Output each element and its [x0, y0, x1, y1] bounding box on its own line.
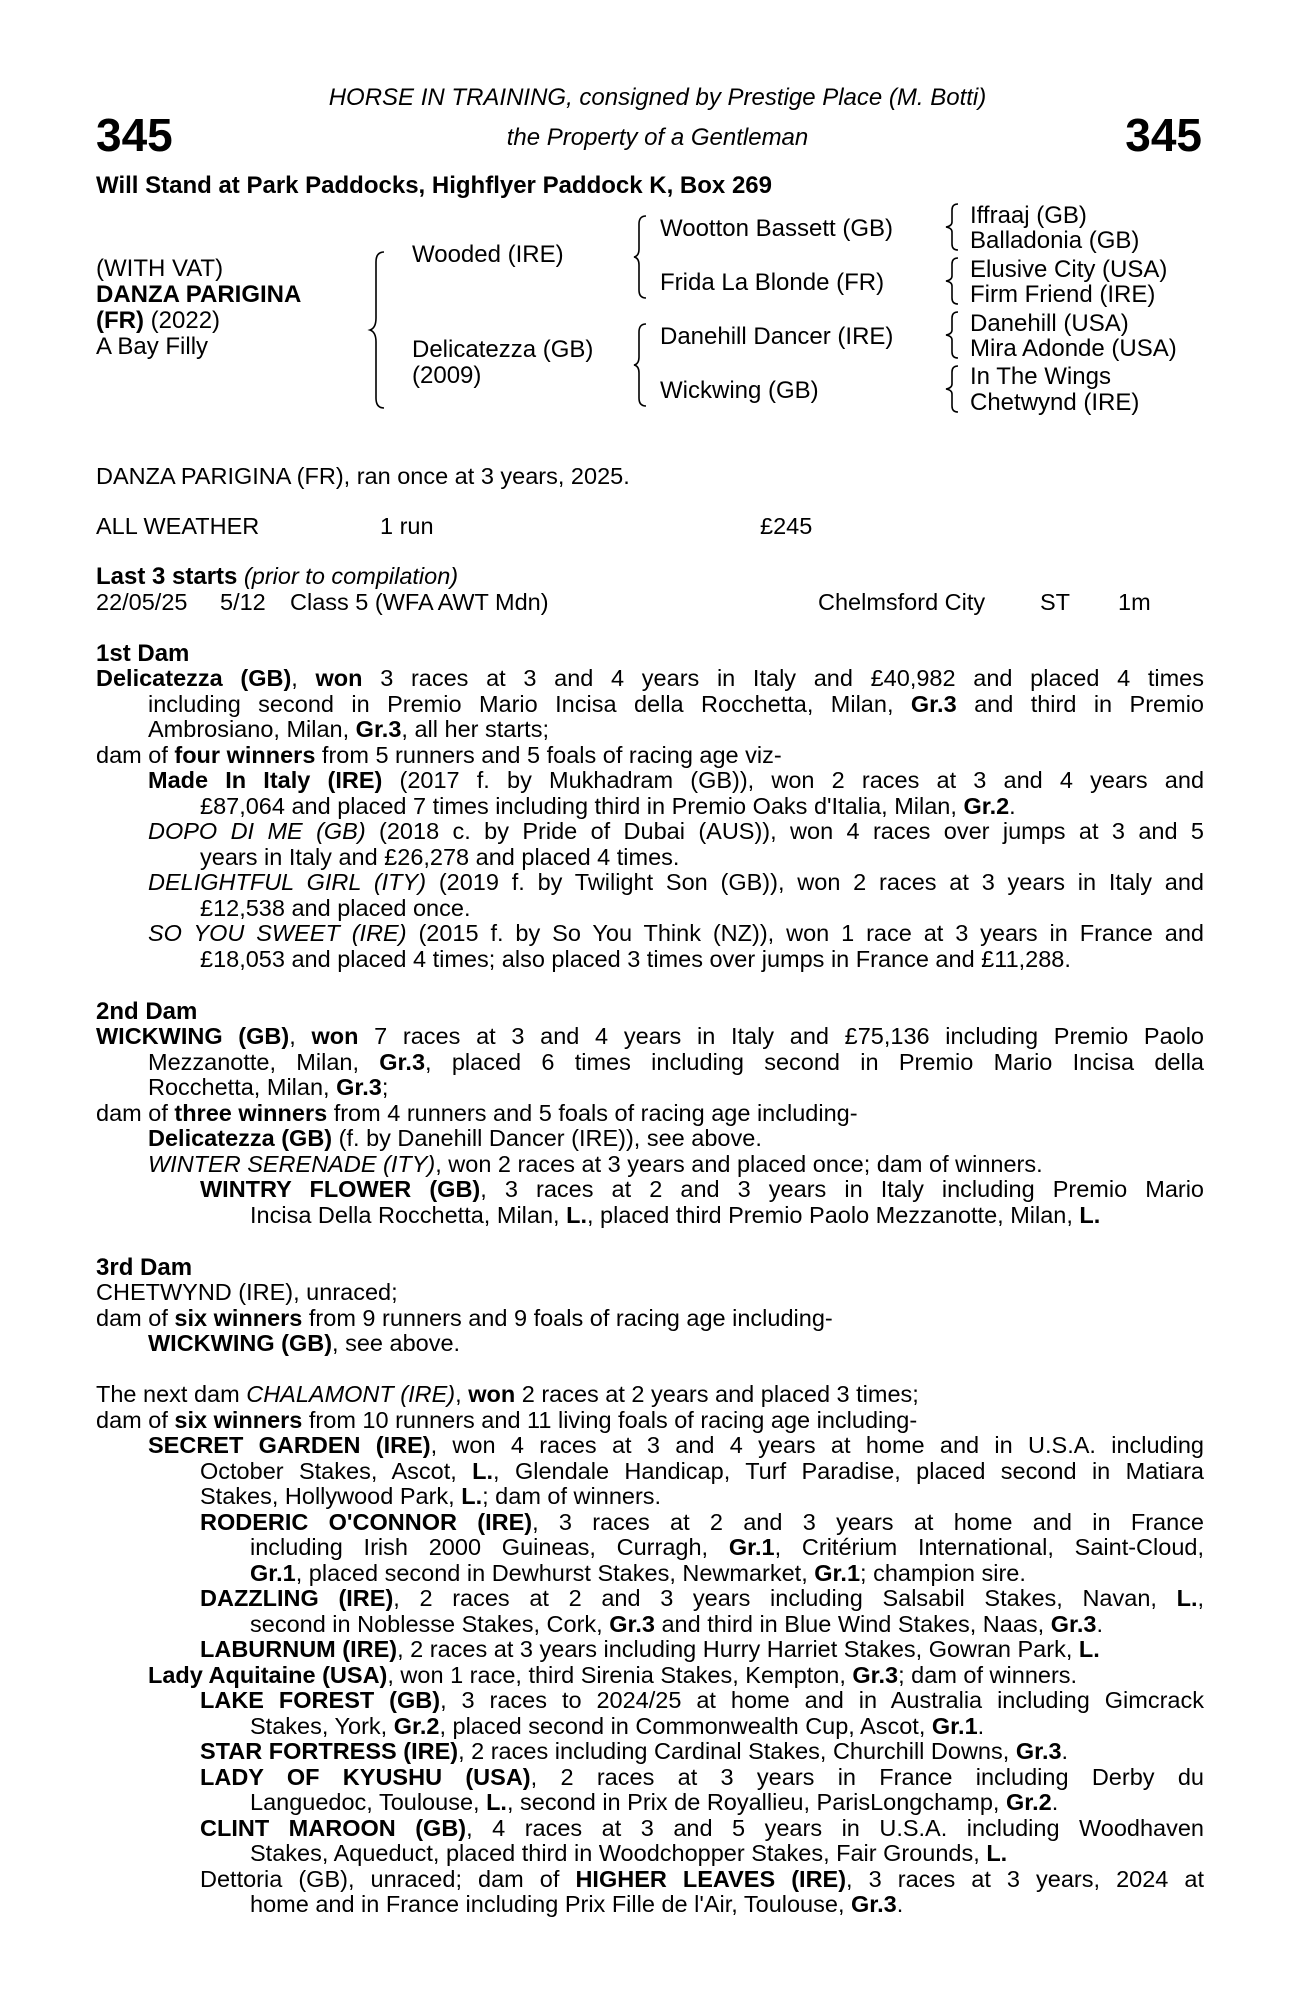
list-item-cont: £87,064 and placed 7 times including third in Premio Oaks d'Italia, Milan, Gr.2. [200, 792, 1016, 819]
gg-4: Firm Friend (IRE) [970, 281, 1156, 308]
next-dam-text [96, 1382, 1204, 1918]
list-item: CLINT MAROON (GB), 4 races at 3 and 5 years in U.S.A. including Woodhaven [200, 1814, 1205, 1841]
list-item: SECRET GARDEN (IRE), won 4 races at 3 and 4 years at home and in U.S.A. including [148, 1432, 1204, 1458]
last-starts-note: (prior to compilation) [237, 563, 459, 589]
property-line: the Property of a Gentleman [506, 124, 809, 151]
third-dam-line-2: dam of six winners from 9 runners and 9 foals of racing age including- [96, 1304, 833, 1331]
list-item: DOPO DI ME (GB) (2018 c. by Pride of Dubai (AUS)), won 4 races over jumps at 3 and 5 [148, 818, 1204, 844]
list-item: WICKWING (GB), see above. [148, 1330, 461, 1356]
second-dam-line-3: Rocchetta, Milan, Gr.3; [148, 1074, 389, 1100]
start-race: Class 5 (WFA AWT Mdn) [290, 589, 549, 615]
second-dam-line-1: WICKWING (GB), won 7 races at 3 and 4 years in Italy and £75,136 including Premio Paolo [96, 1023, 1205, 1049]
gg-3: Elusive City (USA) [970, 256, 1168, 283]
brace-sire-dam [370, 250, 390, 410]
first-dam-text [96, 666, 1204, 972]
brace-sire-parents [634, 214, 650, 300]
list-item-cont: including Irish 2000 Guineas, Curragh, Gr.1, Critérium International, Saint-Cloud, [250, 1534, 1204, 1560]
list-item: STAR FORTRESS (IRE), 2 races including Cardinal Stakes, Churchill Downs, Gr.3. [200, 1738, 1069, 1764]
gg-7: In The Wings [970, 363, 1111, 390]
lot-number-left: 345 [96, 109, 173, 161]
dam-sire: Danehill Dancer (IRE) [660, 323, 894, 350]
dam: Delicatezza (GB) [412, 336, 594, 363]
second-dam-line-2: Mezzanotte, Milan, Gr.3, placed 6 times including second in Premio Mario Incisa della [148, 1048, 1204, 1075]
list-item: LADY OF KYUSHU (USA), 2 races at 3 years in France including Derby du [200, 1763, 1204, 1790]
race-summary: DANZA PARIGINA (FR), ran once at 3 years, 2025. [96, 463, 630, 489]
second-dam-heading: 2nd Dam [96, 998, 198, 1025]
first-dam-line-2: including second in Premio Mario Incisa della Rocchetta, Milan, Gr.3 and third in Premio [148, 690, 1204, 717]
third-dam-text [96, 1280, 1204, 1357]
list-item: DELIGHTFUL GIRL (ITY) (2019 f. by Twilight Son (GB)), won 2 races at 3 years in Italy and [148, 869, 1204, 895]
record-surface: ALL WEATHER [96, 513, 260, 539]
start-going: ST [1040, 589, 1071, 615]
record-runs: 1 run [380, 513, 434, 539]
list-item-cont: Languedoc, Toulouse, L., second in Prix de Royallieu, ParisLongchamp, Gr.2. [250, 1789, 1059, 1815]
dam-dam: Wickwing (GB) [660, 377, 819, 404]
list-item-cont: £18,053 and placed 4 times; also placed 3 times over jumps in France and £11,288. [200, 945, 1071, 972]
list-item: Lady Aquitaine (USA), won 1 race, third Sirenia Stakes, Kempton, Gr.3; dam of winners. [148, 1661, 1078, 1688]
horse-name: DANZA PARIGINA [96, 281, 302, 308]
gg-5: Danehill (USA) [970, 310, 1129, 337]
list-item-cont: second in Noblesse Stakes, Cork, Gr.3 and third in Blue Wind Stakes, Naas, Gr.3. [250, 1610, 1103, 1637]
start-distance: 1m [1118, 589, 1151, 615]
first-dam-heading: 1st Dam [96, 640, 190, 667]
gg-8: Chetwynd (IRE) [970, 389, 1140, 416]
gg-1: Iffraaj (GB) [970, 202, 1087, 229]
list-item-cont: years in Italy and £26,278 and placed 4 times. [200, 843, 680, 870]
list-item-cont: Stakes, York, Gr.2, placed second in Commonwealth Cup, Ascot, Gr.1. [250, 1712, 985, 1739]
list-item-cont: home and in France including Prix Fille de l'Air, Toulouse, Gr.3. [250, 1891, 904, 1917]
horse-name-suffix [96, 308, 220, 334]
third-dam-heading: 3rd Dam [96, 1254, 193, 1281]
first-dam-line-4: dam of four winners from 5 runners and 5 foals of racing age viz- [96, 741, 782, 768]
sire: Wooded (IRE) [412, 241, 564, 268]
list-item: Dettoria (GB), unraced; dam of HIGHER LEAVES (IRE), 3 races at 3 years, 2024 at [200, 1865, 1204, 1892]
list-item-cont: Stakes, Hollywood Park, L.; dam of winners. [200, 1483, 662, 1509]
second-dam-text [96, 1024, 1204, 1228]
list-item-cont: Stakes, Aqueduct, placed third in Woodchopper Stakes, Fair Grounds, L. [250, 1840, 1008, 1866]
next-dam-line-2: dam of six winners from 10 runners and 11 living foals of racing age including- [96, 1406, 918, 1433]
start-course: Chelmsford City [818, 589, 986, 615]
horse-year: (2022) [143, 307, 221, 334]
lot-number-right: 345 [1125, 109, 1202, 161]
vat-note: (WITH VAT) [96, 255, 224, 282]
third-dam-line-1: CHETWYND (IRE), unraced; [96, 1279, 398, 1305]
next-dam-line-1: The next dam CHALAMONT (IRE), won 2 races at 2 years and placed 3 times; [96, 1381, 919, 1407]
record-earnings: £245 [760, 513, 813, 539]
gg-6: Mira Adonde (USA) [970, 335, 1177, 362]
list-item: DAZZLING (IRE), 2 races at 2 and 3 years including Salsabil Stakes, Navan, L., [200, 1585, 1205, 1611]
first-dam-line-1: Delicatezza (GB), won 3 races at 3 and 4 years in Italy and £40,982 and placed 4 times [96, 665, 1204, 691]
horse-sex: A Bay Filly [96, 333, 209, 360]
last-starts-heading [96, 564, 458, 590]
list-item-cont: Incisa Della Rocchetta, Milan, L., placed third Premio Paolo Mezzanotte, Milan, L. [250, 1201, 1101, 1228]
dam-name: Delicatezza (GB) [96, 665, 292, 691]
dam-year: (2009) [412, 362, 482, 389]
first-dam-line-3: Ambrosiano, Milan, Gr.3, all her starts; [148, 716, 549, 742]
horse-country: (FR) [96, 307, 144, 334]
list-item: Made In Italy (IRE) (2017 f. by Mukhadram (GB)), won 2 races at 3 and 4 years and [148, 767, 1205, 793]
brace-g3 [946, 310, 962, 360]
brace-g4 [946, 364, 962, 414]
sire-sire: Wootton Bassett (GB) [660, 215, 893, 242]
brace-dam-parents [634, 322, 650, 408]
brace-g1 [946, 202, 962, 252]
start-position: 5/12 [220, 589, 266, 615]
gg-2: Balladonia (GB) [970, 227, 1140, 254]
list-item-cont: £12,538 and placed once. [200, 894, 471, 921]
start-date: 22/05/25 [96, 589, 188, 615]
brace-g2 [946, 256, 962, 306]
list-item: LAKE FOREST (GB), 3 races to 2024/25 at home and in Australia including Gimcrack [200, 1687, 1204, 1713]
list-item: WINTER SERENADE (ITY), won 2 races at 3 years and placed once; dam of winners. [148, 1150, 1043, 1177]
list-item: WINTRY FLOWER (GB), 3 races at 2 and 3 years in Italy including Premio Mario [200, 1176, 1204, 1202]
stand-location: Will Stand at Park Paddocks, Highflyer Paddock K, Box 269 [96, 172, 772, 199]
last-starts-title: Last 3 starts [96, 563, 238, 590]
list-item: SO YOU SWEET (IRE) (2015 f. by So You Think (NZ)), won 1 race at 3 years in France and [148, 920, 1204, 946]
list-item: RODERIC O'CONNOR (IRE), 3 races at 2 and 3 years at home and in France [200, 1508, 1204, 1535]
second-dam-line-4: dam of three winners from 4 runners and 5 foals of racing age including- [96, 1099, 858, 1126]
consignor-line: HORSE IN TRAINING, consigned by Prestige Place (M. Botti) [328, 84, 987, 111]
sire-dam: Frida La Blonde (FR) [660, 269, 885, 296]
list-item: LABURNUM (IRE), 2 races at 3 years including Hurry Harriet Stakes, Gowran Park, L. [200, 1636, 1100, 1662]
list-item: Delicatezza (GB) (f. by Danehill Dancer (IRE)), see above. [148, 1125, 762, 1151]
list-item-cont: Gr.1, placed second in Dewhurst Stakes, Newmarket, Gr.1; champion sire. [250, 1559, 1026, 1586]
list-item-cont: October Stakes, Ascot, L., Glendale Handicap, Turf Paradise, placed second in Matiara [200, 1457, 1204, 1484]
